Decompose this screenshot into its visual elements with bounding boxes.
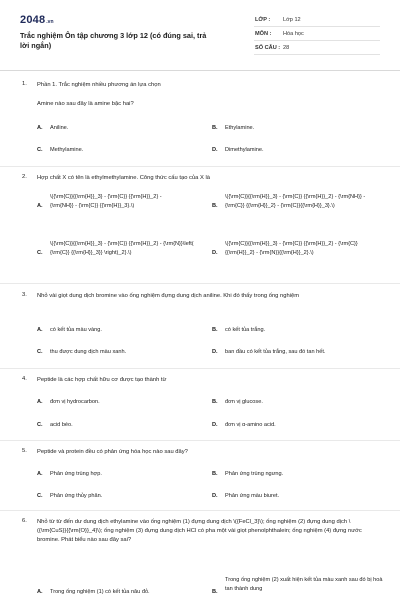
question-subtext: Amine nào sau đây là amine bậc hai?	[37, 101, 134, 107]
option-text: Trong ống nghiệm (1) có kết tủa nâu đỏ.	[50, 589, 150, 595]
option-text: có kết tủa trắng.	[225, 327, 266, 333]
question-text: Nhỏ vài giọt dung dịch bromine vào ống nghiệm đựng dung dịch aniline. Khi đó thấy trong ống nghiệm	[37, 293, 300, 299]
question-text: Phần 1. Trắc nghiệm nhiều phương án lựa chọn	[37, 82, 161, 88]
option-text: Dimethylamine.	[225, 147, 264, 153]
option-letter: B.	[212, 589, 218, 595]
option-text: Trong ống nghiệm (2) xuất hiện kết tủa màu xanh sau đó bị hoà tan thành dung	[225, 577, 383, 592]
option-text: Phản ứng trùng ngưng.	[225, 471, 284, 477]
meta-divider	[254, 54, 380, 55]
option-letter: A.	[37, 471, 43, 477]
meta-value: Lớp 12	[283, 17, 301, 23]
option-letter: C.	[37, 349, 43, 355]
option-letter: C.	[37, 147, 43, 153]
question-number: 3.	[22, 292, 27, 298]
document-header	[0, 0, 400, 70]
option-text: Phản ứng màu biuret.	[225, 493, 280, 499]
question-text: Peptide và protein đều có phản ứng hóa học nào sau đây?	[37, 449, 188, 455]
option-letter: A.	[37, 327, 43, 333]
option-text: Phản ứng trùng hợp.	[50, 471, 102, 477]
option-text: \({\rm{C}}{{\rm{H}}_3} - {\rm{C}} {{\rm{H}}_2} - {\rm{N}}\left( {\rm{C}} {{\rm{H}}_3}} \right)_2}.\)	[50, 241, 194, 256]
option-letter: B.	[212, 125, 218, 131]
option-letter: D.	[212, 349, 218, 355]
question-divider	[0, 510, 400, 511]
option-letter: D.	[212, 147, 218, 153]
option-text: \({\rm{C}}{{\rm{H}}_3} - {\rm{C}} {{\rm{H}}_2} - {\rm{C}}{{\rm{H}}_2} - {\rm{N}}{{\rm{H}}_2}.\)	[225, 241, 358, 256]
meta-value: 28	[283, 45, 290, 51]
option-letter: C.	[37, 422, 43, 428]
meta-divider	[254, 26, 380, 27]
question-number: 5.	[22, 448, 27, 454]
option-letter: D.	[212, 250, 218, 256]
meta-key: SỐ CÂU :	[255, 45, 281, 51]
option-text: Methylamine.	[50, 147, 84, 153]
meta-divider	[254, 40, 380, 41]
option-text: có kết tủa màu vàng.	[50, 327, 102, 333]
option-text: đơn vị hydrocarbon.	[50, 399, 100, 405]
logo-text: 2048	[20, 14, 46, 26]
option-text: \({\rm{C}}{{\rm{H}}_3} - {\rm{C}} {{\rm{H}}_2} - {\rm{NH}} - {\rm{C}} {{\rm{H}}_2} - {\rm{C}}{{\rm{H}}_3}.\)	[225, 194, 366, 209]
question-divider	[0, 368, 400, 369]
option-text: acid béo.	[50, 422, 73, 428]
question-divider	[0, 283, 400, 284]
question-number: 1.	[22, 81, 27, 87]
option-text: ban đầu có kết tủa trắng, sau đó tan hết.	[225, 349, 326, 355]
header-divider	[0, 70, 400, 71]
meta-key: MÔN :	[255, 31, 272, 37]
option-letter: A.	[37, 203, 43, 209]
option-letter: A.	[37, 589, 43, 595]
option-letter: C.	[37, 493, 43, 499]
option-text: thu được dung dịch màu xanh.	[50, 349, 127, 355]
meta-key: LỚP :	[255, 17, 271, 23]
question-divider	[0, 440, 400, 441]
option-letter: B.	[212, 471, 218, 477]
option-letter: A.	[37, 399, 43, 405]
question-text: Nhỏ từ từ đến dư dung dịch ethylamine vào ống nghiệm (1) đựng dung dịch \({FeCl_3}\); ống nghiệm (2) đựng dung dịch \({\rm{CuS}}{{\rm{O}}_4}\); ống nghiệm (3) đựng dung dịch HCl có pha một vài giọt phenolphthalein; ống nghiệm (4) đựng nước bromine. Phát biểu nào sau đây sai?	[37, 519, 362, 543]
meta-value: Hóa học	[283, 31, 304, 37]
question-text: Peptide là các hợp chất hữu cơ được tạo thành từ	[37, 377, 167, 383]
option-text: đơn vị α-amino acid.	[225, 422, 276, 428]
option-letter: B.	[212, 327, 218, 333]
option-text: Ethylamine.	[225, 125, 255, 131]
option-letter: D.	[212, 422, 218, 428]
logo-domain: .vn	[46, 19, 54, 25]
question-divider	[0, 166, 400, 167]
site-logo[interactable]	[20, 14, 54, 26]
option-letter: A.	[37, 125, 43, 131]
option-letter: B.	[212, 399, 218, 405]
option-text: \({\rm{C}}{{\rm{H}}_3} - {\rm{C}} {{\rm{H}}_2} - {\rm{NH}} - {\rm{C}} {{\rm{H}}_3}.\)	[50, 194, 162, 209]
question-text: Hợp chất X có tên là ethylmethylamine. Công thức cấu tạo của X là	[37, 175, 210, 181]
option-letter: C.	[37, 250, 43, 256]
option-text: đơn vị glucose.	[225, 399, 263, 405]
option-letter: D.	[212, 493, 218, 499]
question-number: 4.	[22, 376, 27, 382]
option-letter: B.	[212, 203, 218, 209]
option-text: Aniline.	[50, 125, 69, 131]
question-number: 6.	[22, 518, 27, 524]
option-text: Phản ứng thủy phân.	[50, 493, 103, 499]
quiz-title: Trắc nghiệm Ôn tập chương 3 lớp 12 (có đúng sai, trả lời ngắn)	[20, 31, 207, 50]
question-number: 2.	[22, 174, 27, 180]
